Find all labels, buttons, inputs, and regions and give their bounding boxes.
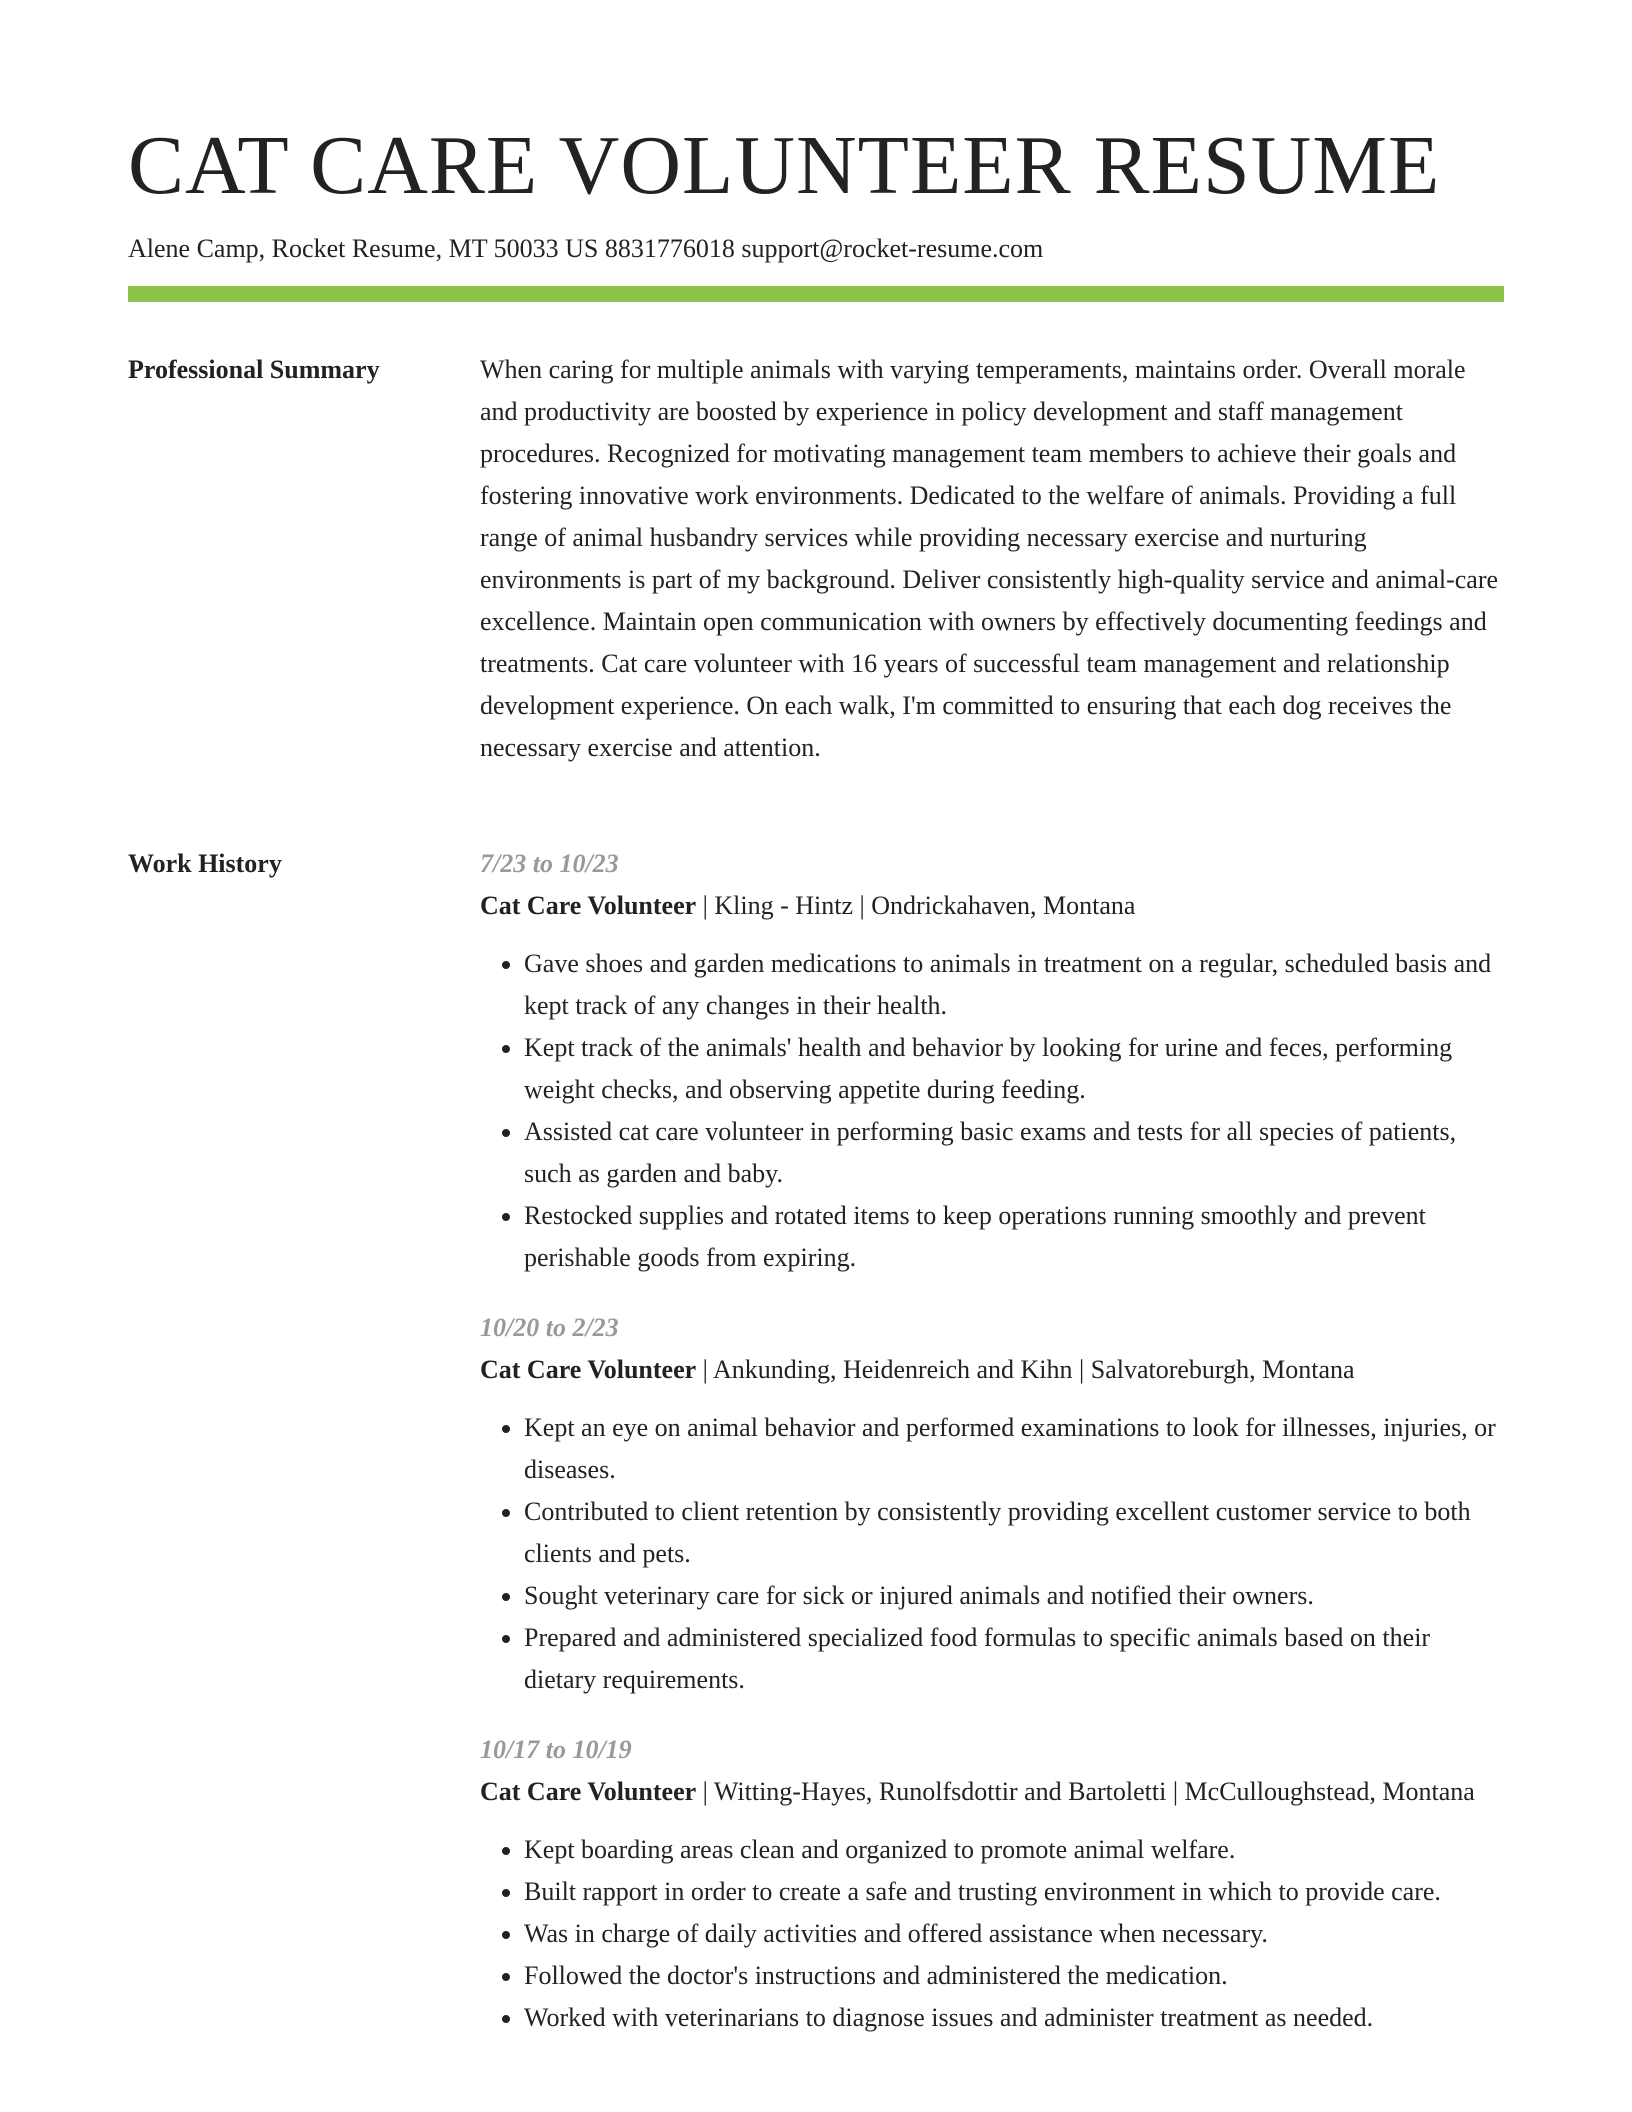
job-title: Cat Care Volunteer: [480, 1777, 697, 1806]
job-entry: [480, 1729, 1504, 2039]
job-employer-location: | Witting-Hayes, Runolfsdottir and Bartoletti | McCulloughstead, Montana: [696, 1777, 1475, 1806]
job-bullet: • Kept boarding areas clean and organized to promote animal welfare.: [524, 1829, 1504, 1871]
header-divider: [128, 286, 1504, 302]
contact-line: Alene Camp, Rocket Resume, MT 50033 US 8831776018 support@rocket-resume.com: [128, 234, 1044, 263]
job-bullet: • Worked with veterinarians to diagnose issues and administer treatment as needed.: [524, 1997, 1504, 2039]
job-bullet: • Built rapport in order to create a safe and trusting environment in which to provide care.: [524, 1871, 1504, 1913]
job-title: Cat Care Volunteer: [480, 1355, 697, 1384]
job-entry: [480, 1307, 1504, 1701]
job-bullet: • Contributed to client retention by consistently providing excellent customer service to both clients and pets.: [524, 1491, 1504, 1575]
job-heading: [480, 1771, 1504, 1813]
job-employer-location: | Kling - Hintz | Ondrickahaven, Montana: [696, 891, 1136, 920]
summary-text: When caring for multiple animals with varying temperaments, maintains order. Overall morale and productivity are boosted by experience in policy development and staff management procedures. Recognized for motivating management team members to achieve their goals and fostering innovative work environments. Dedicated to the welfare of animals. Providing a full range of animal husbandry services while providing necessary exercise and nurturing environments is part of my background. Deliver consistently high-quality service and animal-care excellence. Maintain open communication with owners by effectively documenting feedings and treatments. Cat care volunteer with 16 years of successful team management and relationship development experience. On each walk, I'm committed to ensuring that each dog receives the necessary exercise and attention.: [480, 355, 1499, 762]
job-bullet-list: [480, 1829, 1504, 2039]
summary-body: [480, 349, 1504, 769]
job-title: Cat Care Volunteer: [480, 891, 697, 920]
job-bullet-list: [480, 943, 1504, 1279]
job-bullet-list: [480, 1407, 1504, 1701]
job-bullet: • Sought veterinary care for sick or injured animals and notified their owners.: [524, 1575, 1504, 1617]
job-entry: [480, 843, 1504, 1279]
job-bullet: • Followed the doctor's instructions and administered the medication.: [524, 1955, 1504, 1997]
page-title: CAT CARE VOLUNTEER RESUME: [128, 119, 1441, 212]
job-heading: [480, 885, 1504, 927]
job-bullet: • Was in charge of daily activities and offered assistance when necessary.: [524, 1913, 1504, 1955]
job-bullet: • Restocked supplies and rotated items to keep operations running smoothly and prevent perishable goods from expiring.: [524, 1195, 1504, 1279]
section-label-professional-summary: Professional Summary: [128, 355, 380, 384]
job-bullet: • Prepared and administered specialized food formulas to specific animals based on their dietary requirements.: [524, 1617, 1504, 1701]
job-dates: 7/23 to 10/23: [480, 849, 619, 878]
job-bullet: • Gave shoes and garden medications to animals in treatment on a regular, scheduled basis and kept track of any changes in their health.: [524, 943, 1504, 1027]
section-label-work-history: Work History: [128, 849, 282, 878]
job-employer-location: | Ankunding, Heidenreich and Kihn | Salvatoreburgh, Montana: [696, 1355, 1355, 1384]
job-heading: [480, 1349, 1504, 1391]
job-bullet: • Kept track of the animals' health and behavior by looking for urine and feces, performing weight checks, and observing appetite during feeding.: [524, 1027, 1504, 1111]
work-history-list: [480, 843, 1504, 2067]
job-dates: 10/20 to 2/23: [480, 1313, 619, 1342]
job-bullet: • Assisted cat care volunteer in performing basic exams and tests for all species of patients, such as garden and baby.: [524, 1111, 1504, 1195]
job-bullet: • Kept an eye on animal behavior and performed examinations to look for illnesses, injuries, or diseases.: [524, 1407, 1504, 1491]
job-dates: 10/17 to 10/19: [480, 1735, 632, 1764]
